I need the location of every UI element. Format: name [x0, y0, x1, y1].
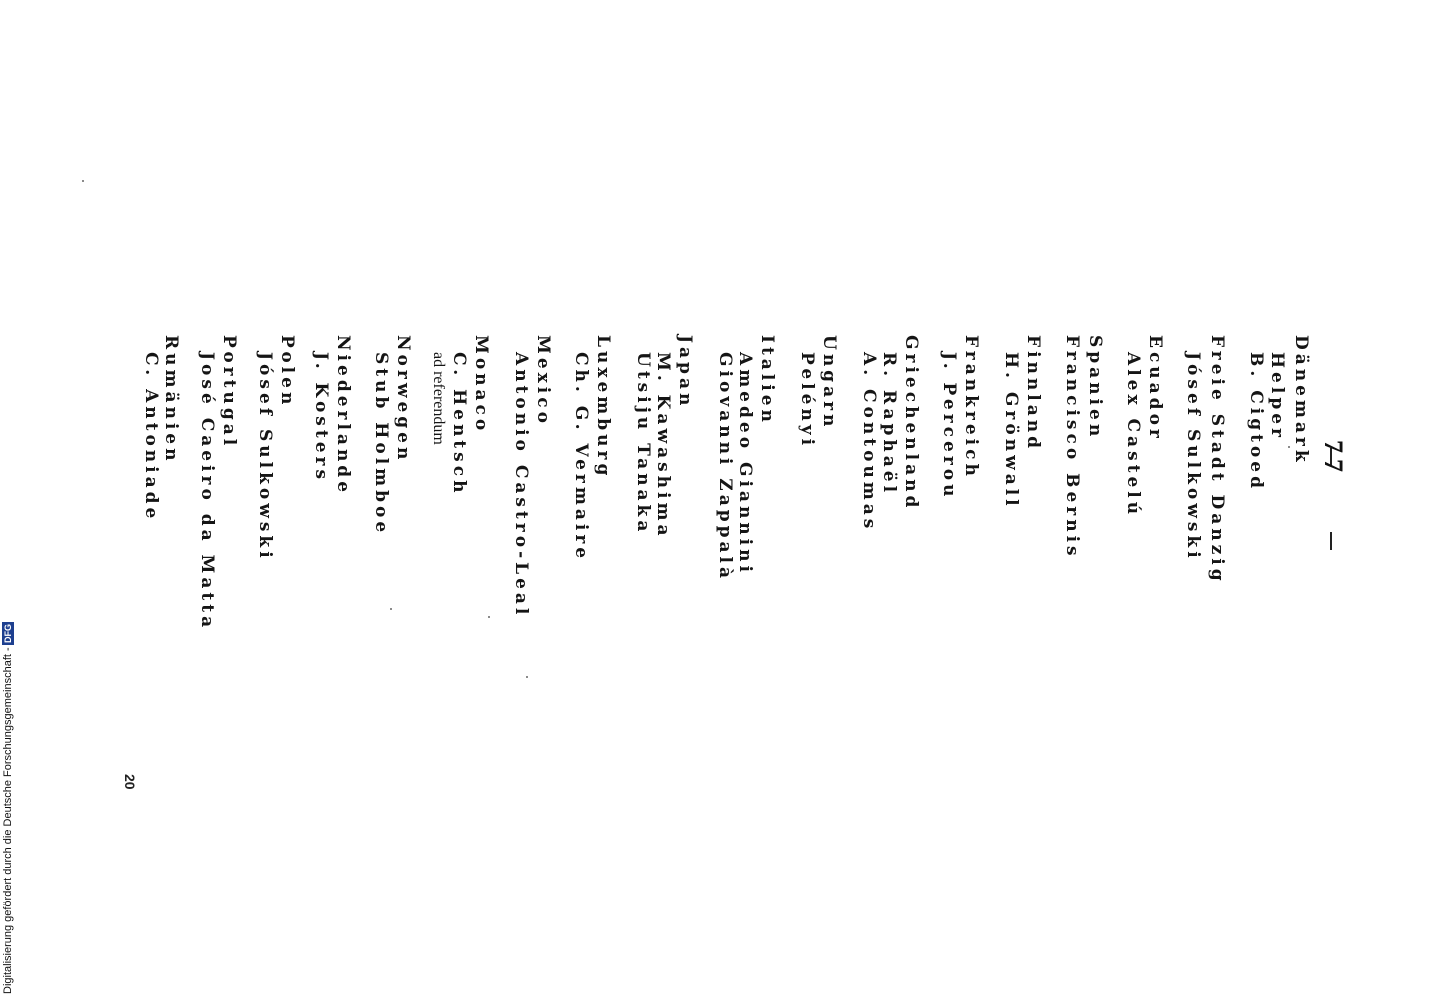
entry-country: Dänemark	[1291, 335, 1311, 466]
page-number: 77	[1319, 440, 1348, 478]
entry-delegate: Francisco Bernis	[1062, 335, 1082, 560]
scan-speck	[526, 676, 528, 678]
entry-delegate: Antonio Castro-Leal	[511, 352, 531, 619]
credit-text: Digitalisierung gefördert durch die Deutsche Forschungsgemeinschaft -	[2, 647, 14, 994]
entry-delegate: Giovanni Zappalà	[715, 352, 735, 582]
entry-country: Norwegen	[393, 335, 413, 464]
entry-country: Rumänien	[161, 335, 181, 465]
entry-country: Mexico	[533, 335, 553, 427]
entry-country: Spanien	[1085, 335, 1105, 441]
entry-delegate: Amedeo Giannini	[735, 352, 755, 576]
entry-note: ad referendum	[430, 352, 447, 445]
header-dash-bottom	[1330, 532, 1332, 550]
scan-speck	[1288, 446, 1290, 448]
entry-country: Niederlande	[333, 335, 353, 497]
entry-delegate: Ch. G. Vermaire	[571, 352, 591, 563]
entry-delegate: J. Percerou	[939, 352, 959, 501]
entry-country: Portugal	[219, 335, 239, 450]
entry-delegate: José Caeiro da Matta	[197, 352, 217, 632]
scan-speck	[390, 608, 392, 610]
digitization-credit	[0, 604, 16, 994]
entry-delegate: Pelényi	[797, 352, 817, 450]
entry-delegate: B. Cigtoed	[1246, 352, 1266, 492]
entry-country: Japan	[675, 335, 695, 410]
entry-country: Italien	[757, 335, 777, 426]
entry-country: Luxemburg	[593, 335, 613, 480]
entry-delegate: Helper	[1267, 352, 1287, 441]
entry-delegate: C. Antoniade	[141, 352, 161, 523]
entry-country: Ungarn	[819, 335, 839, 431]
entry-delegate: C. Hentsch	[449, 352, 469, 497]
scan-speck	[488, 616, 490, 618]
entry-delegate: H. Grönwall	[1001, 352, 1021, 510]
entry-country: Polen	[277, 335, 297, 409]
entry-delegate: J. Kosters	[311, 352, 331, 484]
entry-delegate: Jósef Sulkowski	[1183, 352, 1203, 562]
entry-delegate: M. Kawashima	[653, 352, 673, 540]
entry-country: Monaco	[471, 335, 491, 435]
entry-delegate: A. Contoumas	[859, 352, 879, 533]
signature-number: 20	[122, 774, 138, 790]
entry-delegate: R. Raphaël	[879, 352, 899, 497]
entry-delegate: Alex Castelú	[1123, 352, 1143, 519]
entry-country: Ecuador	[1145, 335, 1165, 442]
entry-delegate: Stub Holmboe	[371, 352, 391, 537]
entry-country: Freie Stadt Danzig	[1207, 335, 1227, 585]
entry-country: Griechenland	[901, 335, 921, 512]
scan-speck	[82, 180, 84, 182]
entry-country: Frankreich	[961, 335, 981, 480]
entry-delegate: Utsiju Tanaka	[633, 352, 653, 536]
entry-delegate: Jósef Sulkowski	[255, 352, 275, 562]
entry-country: Finnland	[1023, 335, 1043, 452]
dfg-logo: DFG	[3, 624, 13, 644]
